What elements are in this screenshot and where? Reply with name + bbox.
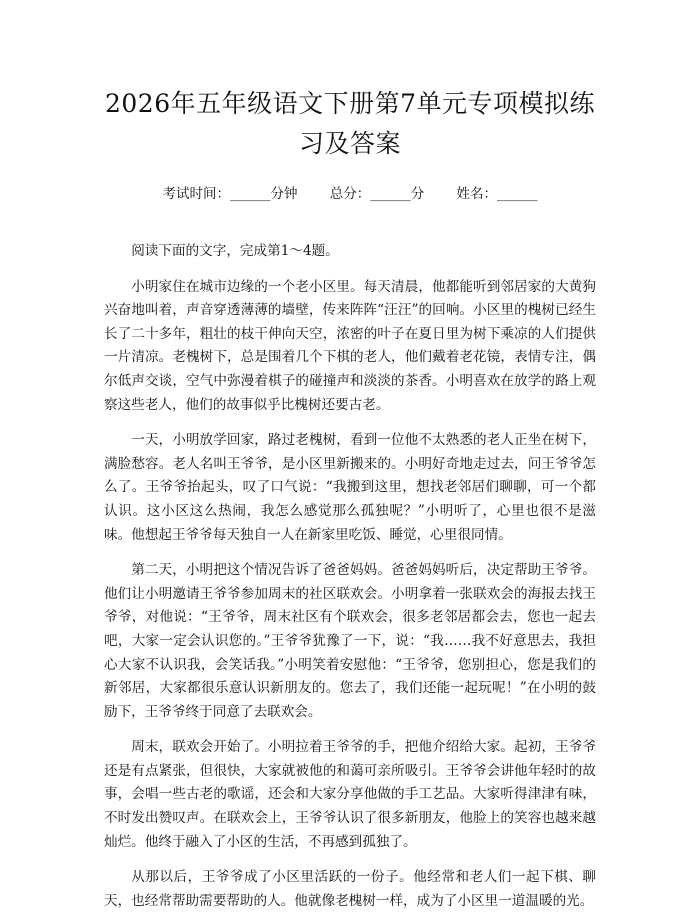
passage-paragraph: 第二天，小明把这个情况告诉了爸爸妈妈。爸爸妈妈听后，决定帮助王爷爷。他们让小明邀请王爷爷参加周末的社区联欢会。小明拿着一张联欢会的海报去找王爷爷，对他说：“王爷爷，周末社区有个联欢会，很多老邻居都会去，您也一起去吧，大家一定会认识您的。”王爷爷犹豫了一下，说：“我……我不好意思去，我担心大家不认识我，会笑话我。”小明笑着安慰他：“王爷爷，您别担心，您是我们的新邻居，大家都很乐意认识新朋友的。您去了，我们还能一起玩呢！”在小明的鼓励下，王爷爷终于同意了去联欢会。	[104, 562, 596, 720]
passage-paragraph: 从那以后，王爷爷成了小区里活跃的一份子。他经常和老人们一起下棋、聊天，也经常帮助需要帮助的人。他就像老槐树一样，成为了小区里一道温暖的光。	[104, 869, 596, 909]
instruction-text: 阅读下面的文字，完成第1～4题。	[131, 243, 339, 259]
student-name-field: 姓名：______	[456, 186, 538, 202]
exam-time-field: 考试时间：______分钟	[162, 186, 298, 202]
document-title: 2026年五年级语文下册第7单元专项模拟练习及答案	[104, 89, 596, 158]
exam-info-line	[104, 184, 596, 204]
passage-paragraph: 一天，小明放学回家，路过老槐树，看到一位他不太熟悉的老人正坐在树下，满脸愁容。老人名叫王爷爷，是小区里新搬来的。小明好奇地走过去，问王爷爷怎么了。王爷爷抬起头，叹了口气说：“我搬到这里，想找老邻居们聊聊，可一个都认识。这小区这么热闹，我怎么感觉那么孤独呢？”小明听了，心里也很不是滋味。他想起王爷爷每天独自一人在新家里吃饭、睡觉，心里很同情。	[104, 432, 596, 543]
total-score-field: 总分：______分	[329, 186, 425, 202]
passage-paragraph: 周末，联欢会开始了。小明拉着王爷爷的手，把他介绍给大家。起初，王爷爷还是有点紧张，但很快，大家就被他的和蔼可亲所吸引。王爷爷会讲他年轻时的故事，会唱一些古老的歌谣，还会和大家分享他做的手工艺品。大家听得津津有味，不时发出赞叹声。在联欢会上，王爷爷认识了很多新朋友，他脸上的笑容也越来越灿烂。他终于融入了小区的生活，不再感到孤独了。	[104, 739, 596, 850]
reading-passage	[104, 240, 596, 913]
passage-paragraph: 小明家住在城市边缘的一个老小区里。每天清晨，他都能听到邻居家的大黄狗兴奋地叫着，声音穿透薄薄的墙壁，传来阵阵“汪汪”的回响。小区里的槐树已经生长了二十多年，粗壮的枝干伸向天空，浓密的叶子在夏日里为树下乘凉的人们提供一片清凉。老槐树下，总是围着几个下棋的老人，他们戴着老花镜，表情专注，偶尔低声交谈，空气中弥漫着棋子的碰撞声和淡淡的茶香。小明喜欢在放学的路上观察这些老人，他们的故事似乎比槐树还要古老。	[104, 278, 596, 413]
